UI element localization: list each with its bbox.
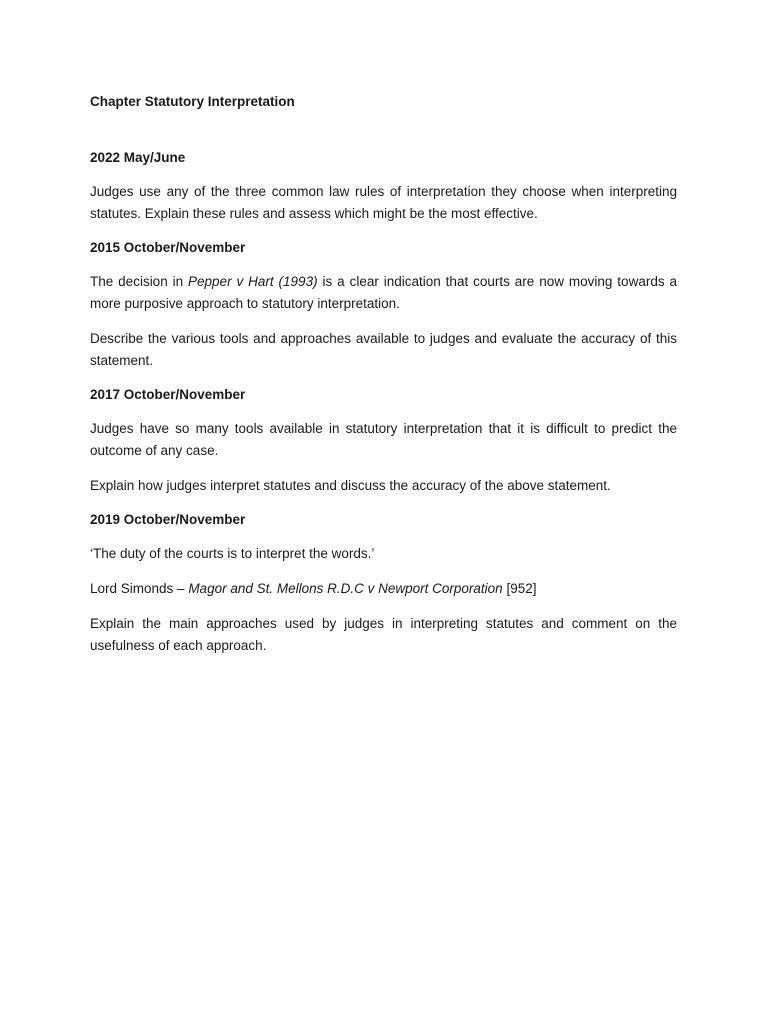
section-heading-2017: 2017 October/November xyxy=(90,387,246,402)
section-heading-2019: 2019 October/November xyxy=(90,512,246,527)
statement-2015-rest: is a clear indication that courts are now moving towards a more purposive approach to statutory interpretation. xyxy=(90,274,677,311)
quote-2019: ‘The duty of the courts is to interpret the words.’ xyxy=(90,546,375,561)
statement-2015-lead: The decision in xyxy=(90,274,189,289)
statement-2017: Judges have so many tools available in statutory interpretation that it is difficult to predict the outcome of any case. xyxy=(90,421,677,458)
citation-year: [952] xyxy=(502,581,537,596)
document-title: Chapter Statutory Interpretation xyxy=(90,94,295,109)
question-2019: Explain the main approaches used by judges in interpreting statutes and comment on the usefulness of each approach. xyxy=(90,616,677,653)
citation-2019 xyxy=(90,578,677,600)
document-page xyxy=(90,92,677,670)
section-heading-2022: 2022 May/June xyxy=(90,150,186,165)
section-heading-2015: 2015 October/November xyxy=(90,240,246,255)
case-name-magor: Magor and St. Mellons R.D.C v Newport Corporation xyxy=(188,581,503,596)
question-2022: Judges use any of the three common law rules of interpretation they choose when interpreting statutes. Explain these rules and assess which might be the most effective. xyxy=(90,184,677,221)
question-2017: Explain how judges interpret statutes and discuss the accuracy of the above statement. xyxy=(90,478,611,493)
citation-judge: Lord Simonds – xyxy=(90,581,189,596)
statement-2015 xyxy=(90,271,677,315)
case-name-pepper-v-hart: Pepper v Hart (1993) xyxy=(188,274,318,289)
question-2015: Describe the various tools and approaches available to judges and evaluate the accuracy of this statement. xyxy=(90,331,677,368)
